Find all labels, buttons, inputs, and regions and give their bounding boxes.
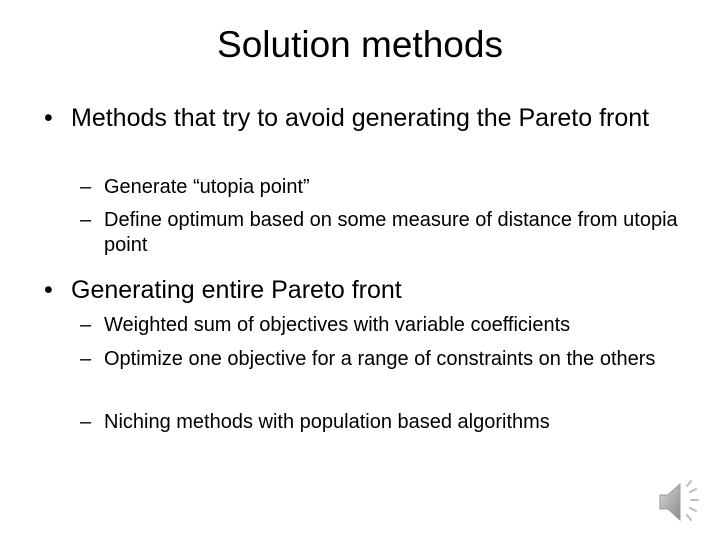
sub-bullet-item	[80, 347, 680, 372]
sub-bullet-text: Generate “utopia point”	[104, 176, 310, 198]
slide-title: Solution methods	[217, 24, 503, 65]
sub-bullet-item	[80, 313, 680, 338]
sub-bullet-text: Optimize one objective for a range of constraints on the others	[104, 348, 656, 370]
sub-bullet-text: Define optimum based on some measure of distance from utopia point	[104, 209, 678, 256]
sub-bullet-text: Niching methods with population based algorithms	[104, 411, 550, 433]
bullet-text: Generating entire Pareto front	[71, 276, 402, 304]
sub-bullet-item	[80, 208, 680, 258]
dash-marker: –	[80, 348, 92, 370]
bullet-item	[44, 103, 684, 134]
sub-bullet-item	[80, 410, 680, 435]
bullet-text: Methods that try to avoid generating the Pareto front	[71, 104, 650, 132]
speaker-icon[interactable]	[656, 478, 708, 526]
dash-marker: –	[80, 314, 92, 336]
sub-bullet-item	[80, 175, 680, 200]
bullet-marker: •	[44, 104, 53, 132]
bullet-marker: •	[44, 276, 53, 304]
dash-marker: –	[80, 176, 92, 198]
dash-marker: –	[80, 411, 92, 433]
sub-bullet-text: Weighted sum of objectives with variable coefficients	[104, 314, 571, 336]
bullet-item	[44, 275, 684, 306]
dash-marker: –	[80, 209, 92, 231]
